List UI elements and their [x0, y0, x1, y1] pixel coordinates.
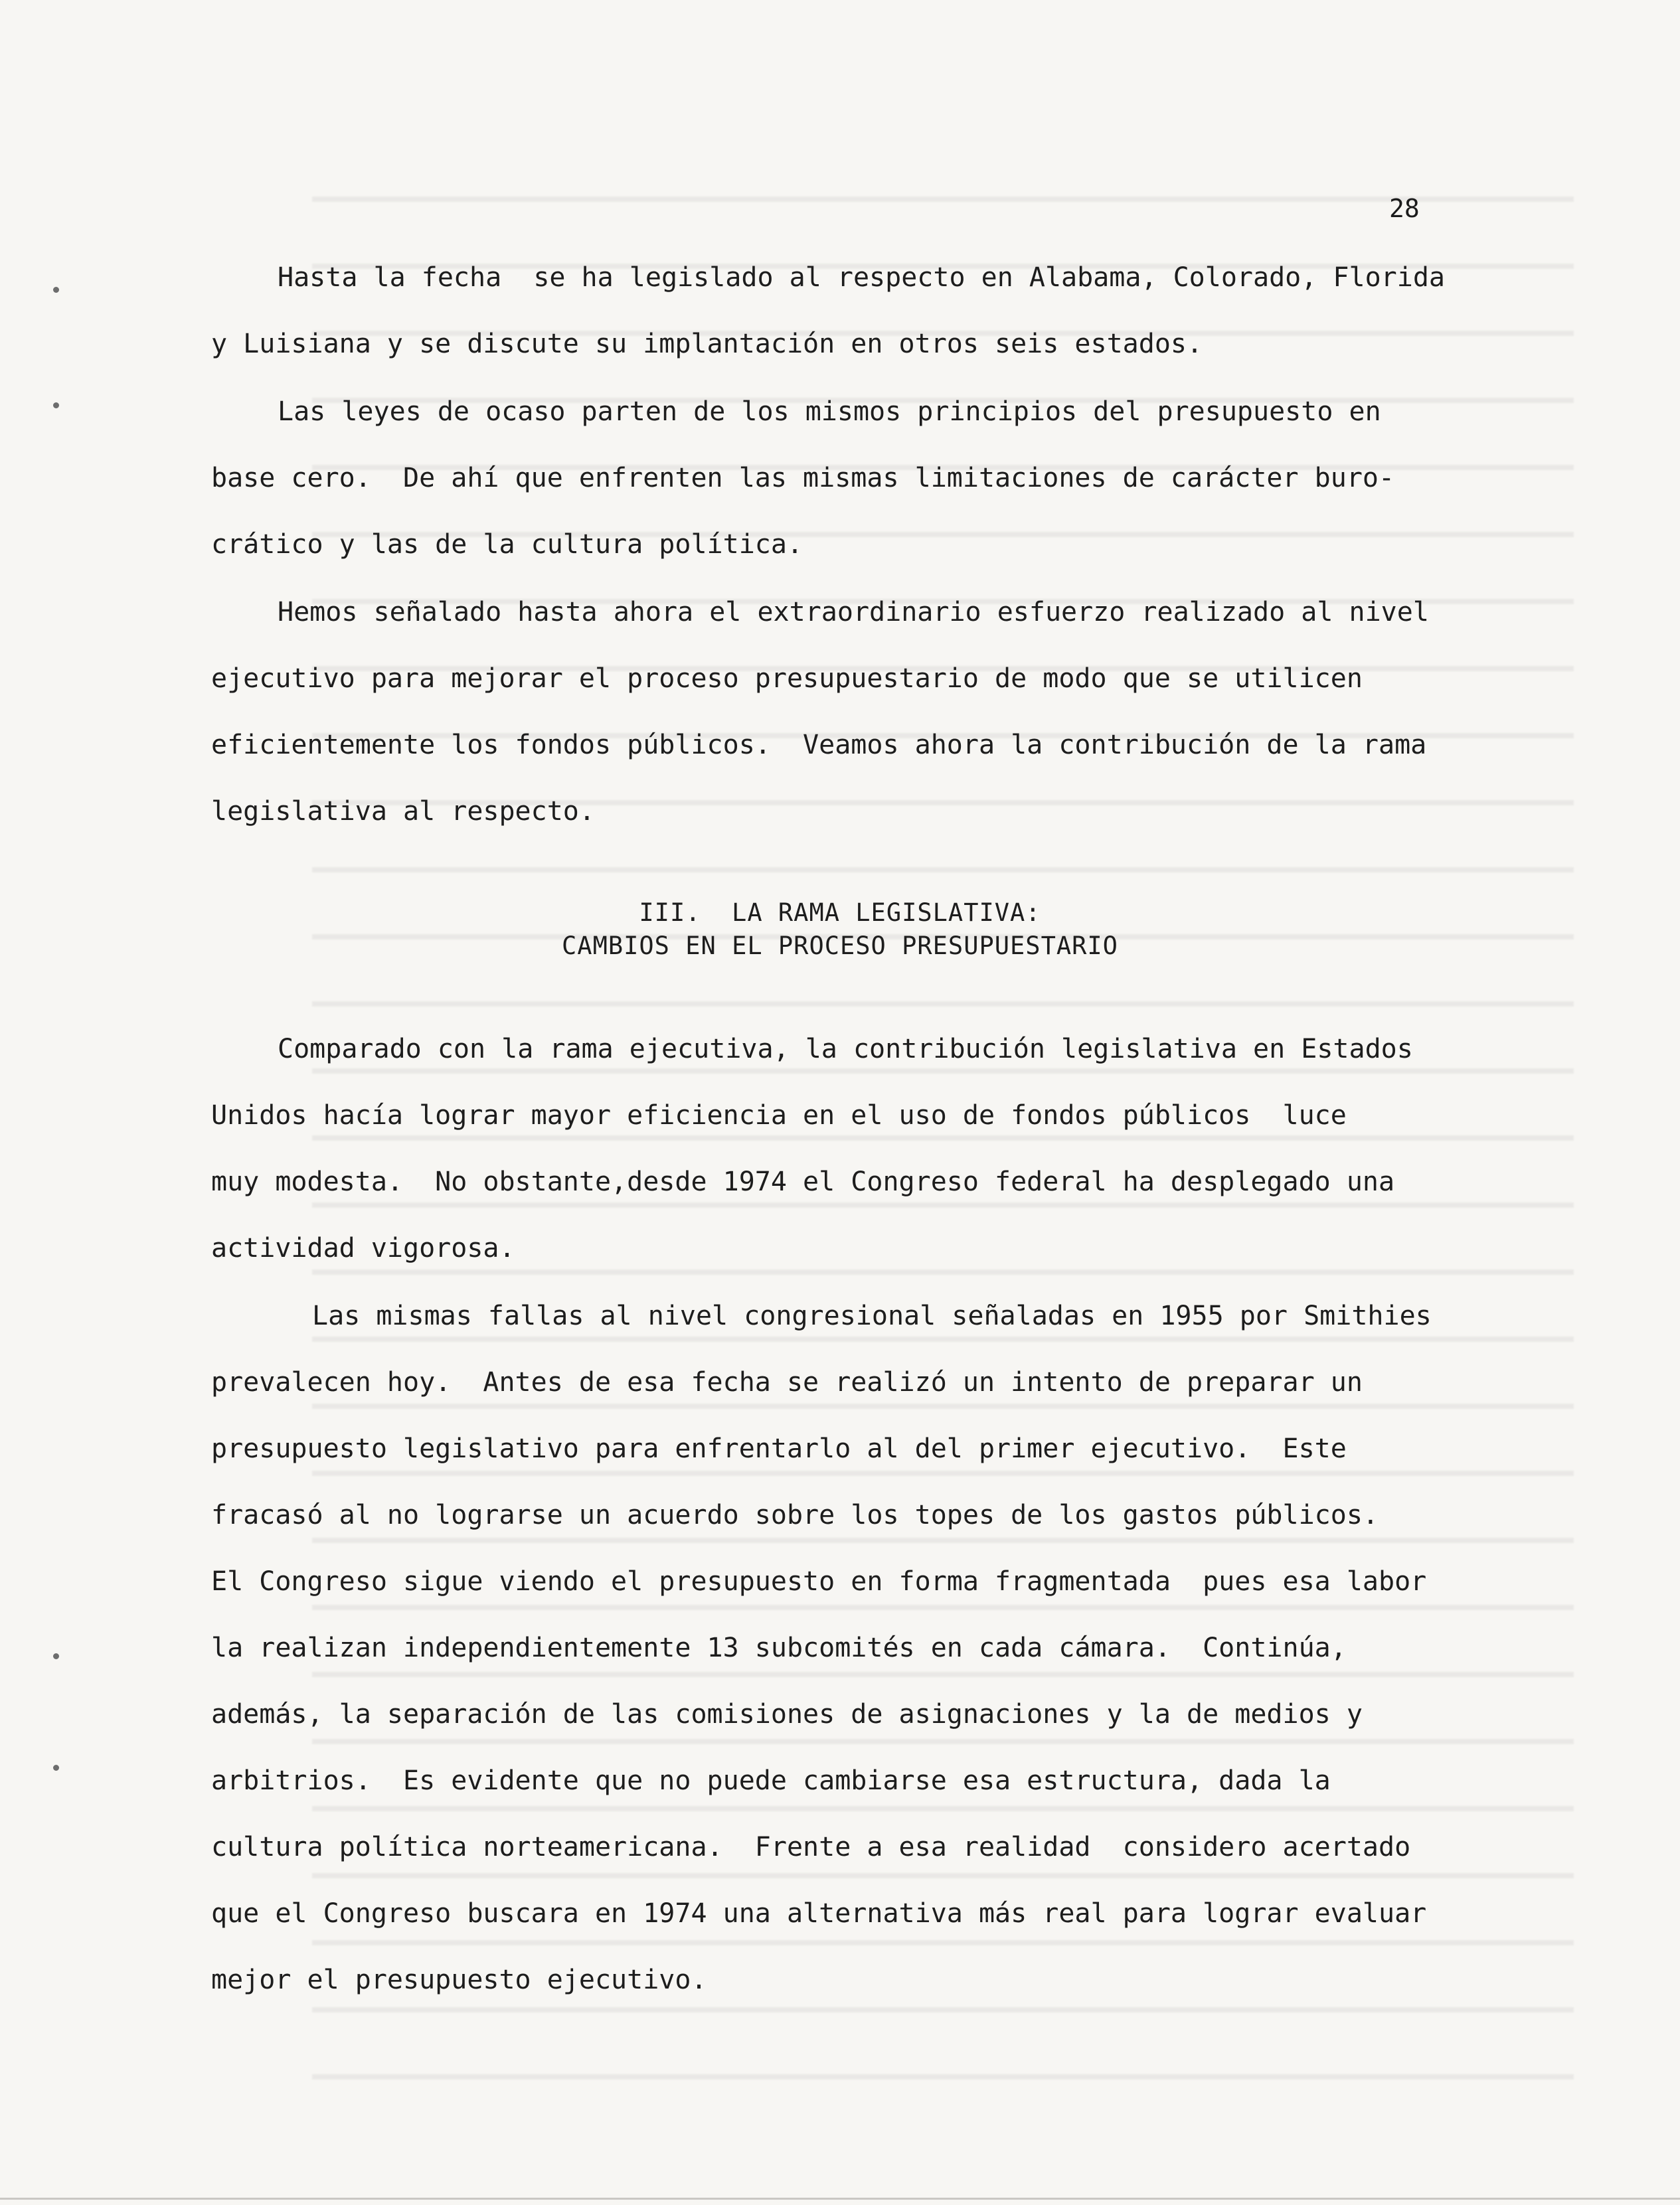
paragraph-3-line-4: legislativa al respecto. [211, 796, 595, 827]
paragraph-5-line-4: fracasó al no lograrse un acuerdo sobre los topes de los gastos públicos. [211, 1500, 1379, 1530]
paragraph-5-line-6: la realizan independientemente 13 subcomités en cada cámara. Continúa, [211, 1633, 1347, 1663]
paragraph-2-line-2: base cero. De ahí que enfrenten las mismas limitaciones de carácter buro- [211, 463, 1395, 493]
paragraph-4-line-3: muy modesta. No obstante,desde 1974 el Congreso federal ha desplegado una [211, 1167, 1395, 1197]
paragraph-4-line-4: actividad vigorosa. [211, 1233, 515, 1264]
margin-mark [53, 402, 59, 408]
paragraph-5-line-8: arbitrios. Es evidente que no puede cambiarse esa estructura, dada la [211, 1765, 1331, 1796]
paragraph-5-line-10: que el Congreso buscara en 1974 una alternativa más real para lograr evaluar [211, 1898, 1427, 1929]
paragraph-5-line-5: El Congreso sigue viendo el presupuesto en forma fragmentada pues esa labor [211, 1566, 1427, 1597]
paragraph-5-line-2: prevalecen hoy. Antes de esa fecha se realizó un intento de preparar un [211, 1367, 1363, 1398]
paragraph-5-line-9: cultura política norteamericana. Frente a esa realidad considero acertado [211, 1832, 1411, 1862]
section-heading-line-2: CAMBIOS EN EL PROCESO PRESUPUESTARIO [562, 932, 1118, 960]
paragraph-1-line-1: Hasta la fecha se ha legislado al respecto en Alabama, Colorado, Florida [278, 262, 1445, 293]
margin-mark [53, 1653, 59, 1659]
section-heading-line-1: III. LA RAMA LEGISLATIVA: [639, 898, 1041, 927]
paragraph-4-line-2: Unidos hacía lograr mayor eficiencia en el uso de fondos públicos luce [211, 1100, 1347, 1131]
reverse-side-bleed-through [312, 159, 1574, 2111]
page-number: 28 [1389, 194, 1420, 223]
paragraph-3-line-1: Hemos señalado hasta ahora el extraordinario esfuerzo realizado al nivel [278, 597, 1429, 627]
paragraph-1-line-2: y Luisiana y se discute su implantación en otros seis estados. [211, 329, 1203, 359]
paragraph-5-line-7: además, la separación de las comisiones de asignaciones y la de medios y [211, 1699, 1363, 1730]
scan-bottom-edge [0, 2198, 1680, 2200]
margin-mark [53, 1765, 59, 1771]
paragraph-4-line-1: Comparado con la rama ejecutiva, la contribución legislativa en Estados [278, 1034, 1413, 1064]
paragraph-3-line-3: eficientemente los fondos públicos. Veamos ahora la contribución de la rama [211, 730, 1427, 760]
paragraph-5-line-3: presupuesto legislativo para enfrentarlo al del primer ejecutivo. Este [211, 1433, 1347, 1464]
paragraph-3-line-2: ejecutivo para mejorar el proceso presupuestario de modo que se utilicen [211, 663, 1363, 694]
paragraph-2-line-1: Las leyes de ocaso parten de los mismos principios del presupuesto en [278, 396, 1381, 427]
paragraph-5-line-1: Las mismas fallas al nivel congresional señaladas en 1955 por Smithies [312, 1301, 1432, 1331]
margin-mark [53, 287, 59, 293]
paragraph-5-line-11: mejor el presupuesto ejecutivo. [211, 1965, 707, 1995]
paragraph-2-line-3: crático y las de la cultura política. [211, 529, 803, 560]
